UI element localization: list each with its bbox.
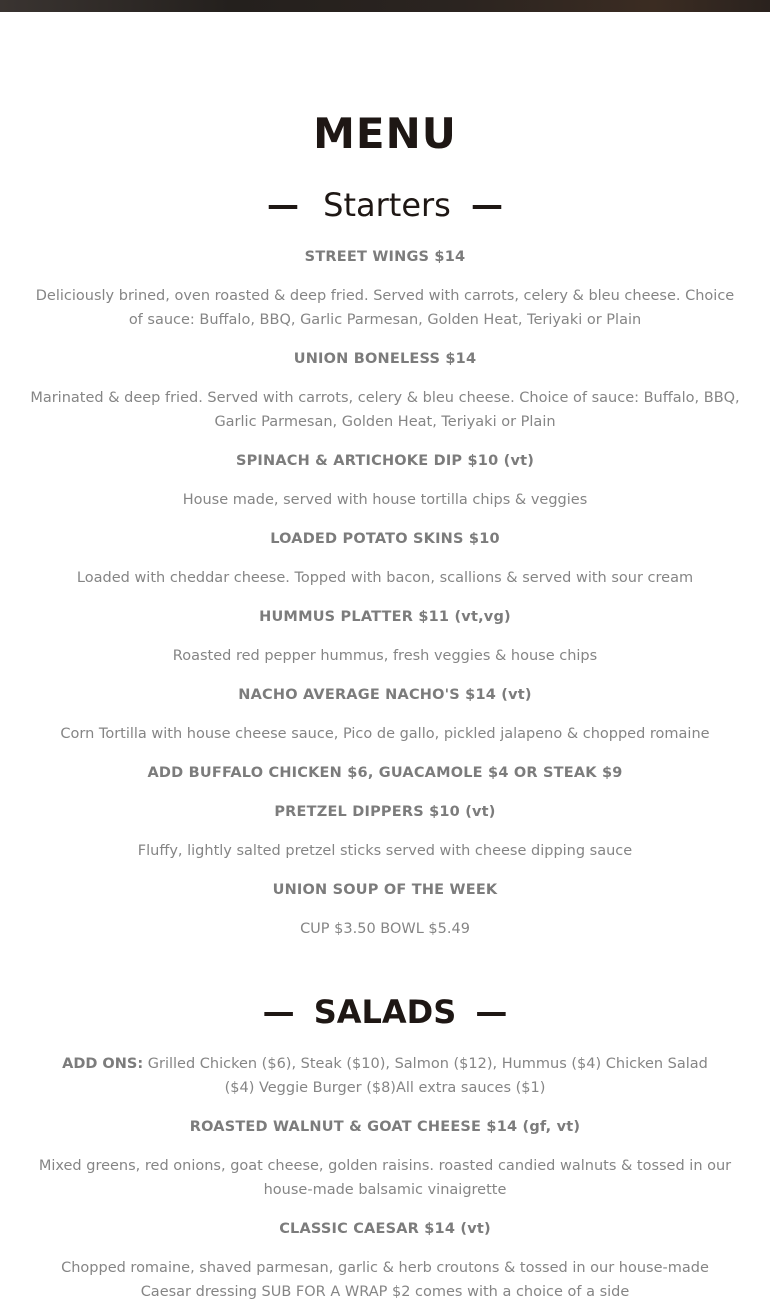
heading-dash-right: — (475, 993, 508, 1031)
salad-addons-text: Grilled Chicken ($6), Steak ($10), Salmon ($12), Hummus ($4) Chicken Salad ($4) Veggie Burger ($8)All extra sauces ($1) (143, 1056, 708, 1096)
menu-item-walnut-goat-cheese-name: ROASTED WALNUT & GOAT CHEESE $14 (gf, vt) (189, 1119, 581, 1135)
menu-item-classic-caesar-name: CLASSIC CAESAR $14 (vt) (279, 1221, 491, 1237)
menu-item-spinach-dip-name: SPINACH & ARTICHOKE DIP $10 (vt) (235, 453, 535, 469)
menu-item-street-wings-desc: Deliciously brined, oven roasted & deep fried. Served with carrots, celery & bleu cheese. Choice of sauce: Buffalo, BBQ, Garlic Parmesan, Golden Heat, Teriyaki or Plain (35, 288, 735, 328)
menu-item-walnut-goat-cheese-desc: Mixed greens, red onions, goat cheese, golden raisins. roasted candied walnuts & tossed in our house-made balsamic vinaigrette (38, 1158, 732, 1198)
salads-heading (0, 990, 770, 1034)
starters-heading (0, 183, 770, 227)
menu-item-soup-desc: CUP $3.50 BOWL $5.49 (300, 921, 470, 937)
heading-dash-right: — (471, 186, 504, 224)
salad-addons-label: ADD ONS: (62, 1056, 144, 1072)
menu-item-pretzel-dippers-name: PRETZEL DIPPERS $10 (vt) (274, 804, 496, 820)
menu-item-nachos-desc: Corn Tortilla with house cheese sauce, Pico de gallo, pickled jalapeno & chopped romaine (60, 726, 710, 742)
starters-heading-label: Starters (323, 186, 451, 224)
menu-item-union-boneless-desc: Marinated & deep fried. Served with carrots, celery & bleu cheese. Choice of sauce: Buffalo, BBQ, Garlic Parmesan, Golden Heat, Teriyaki or Plain (30, 390, 740, 430)
menu-item-nachos-name: NACHO AVERAGE NACHO'S $14 (vt) (238, 687, 532, 703)
menu-item-hummus-platter-desc: Roasted red pepper hummus, fresh veggies & house chips (172, 648, 598, 664)
menu-item-pretzel-dippers-desc: Fluffy, lightly salted pretzel sticks served with cheese dipping sauce (137, 843, 633, 859)
heading-dash-left: — (266, 186, 299, 224)
menu-item-union-boneless-name: UNION BONELESS $14 (293, 351, 477, 367)
menu-item-potato-skins-desc: Loaded with cheddar cheese. Topped with bacon, scallions & served with sour cream (76, 570, 694, 586)
menu-title: MENU (313, 109, 457, 158)
menu-item-nacho-addons: ADD BUFFALO CHICKEN $6, GUACAMOLE $4 OR STEAK $9 (147, 765, 623, 781)
menu-item-potato-skins-name: LOADED POTATO SKINS $10 (270, 531, 500, 547)
menu-item-street-wings-name: STREET WINGS $14 (304, 249, 466, 265)
salad-addons (45, 1052, 725, 1100)
salads-heading-label: SALADS (313, 993, 457, 1031)
hero-image-strip (0, 0, 770, 12)
menu-item-hummus-platter-name: HUMMUS PLATTER $11 (vt,vg) (259, 609, 511, 625)
heading-dash-left: — (262, 993, 295, 1031)
menu-item-spinach-dip-desc: House made, served with house tortilla chips & veggies (182, 492, 588, 508)
menu-item-soup-name: UNION SOUP OF THE WEEK (272, 882, 498, 898)
menu-item-classic-caesar-desc: Chopped romaine, shaved parmesan, garlic & herb croutons & tossed in our house-made Caesar dressing SUB FOR A WRAP $2 comes with a choice of a side (61, 1260, 709, 1300)
